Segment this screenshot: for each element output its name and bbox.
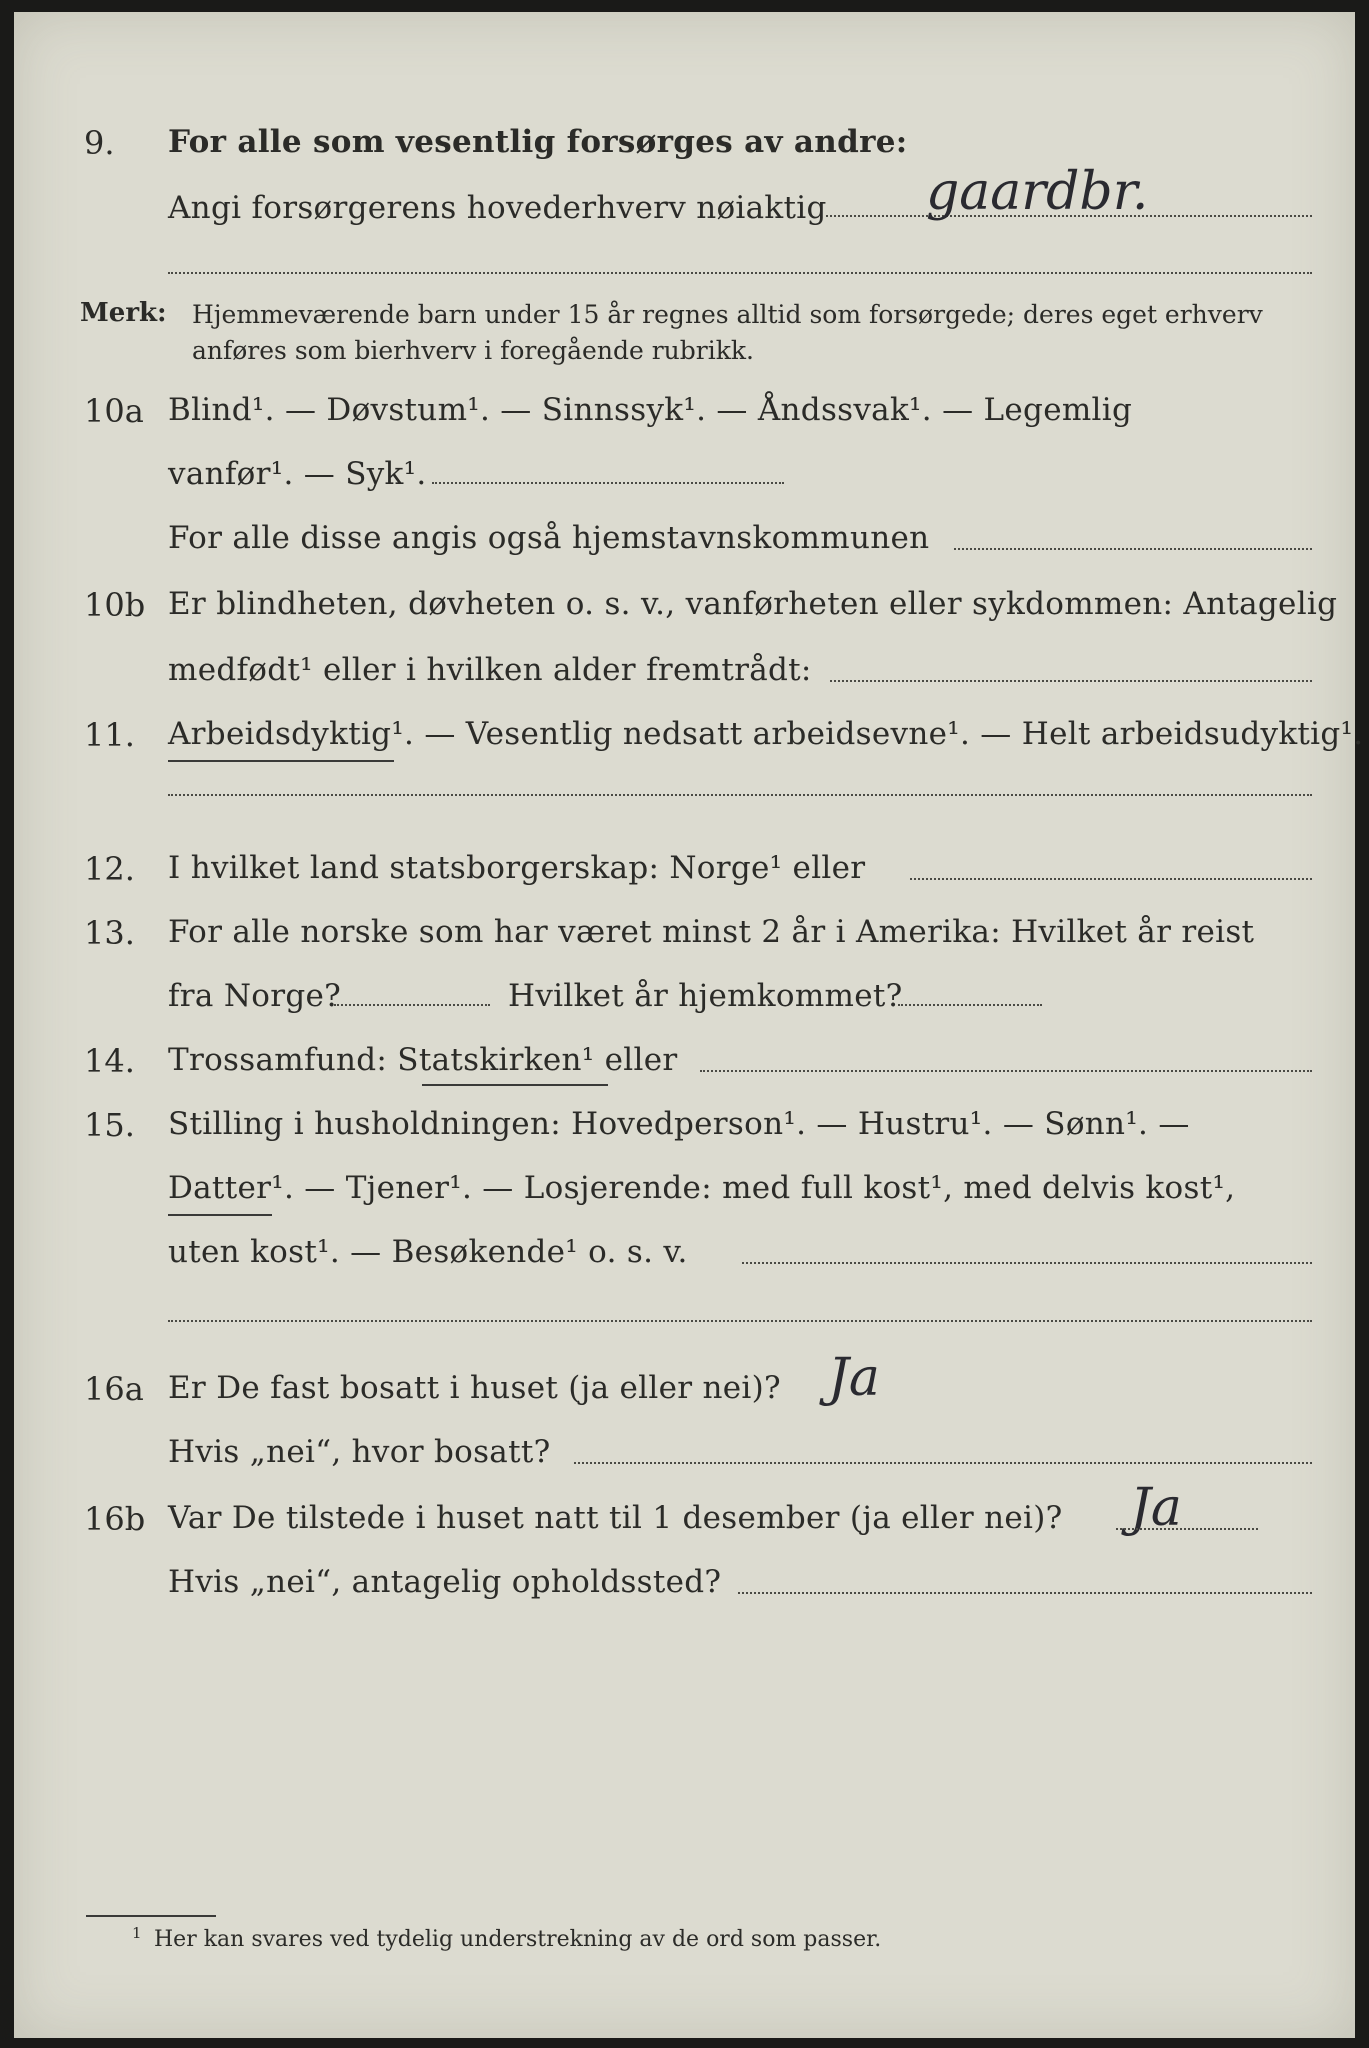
q15-line1: Stilling i husholdningen: Hovedperson¹. — Hustru¹. — Sønn¹. — [168, 1106, 1190, 1142]
merk-line2: anføres som bierhverv i foregående rubrikk. [192, 336, 754, 365]
q9-number: 9. [84, 124, 115, 162]
q11-number: 11. [84, 716, 135, 754]
q10a-number: 10a [84, 392, 144, 430]
q16a-handwritten-answer: Ja [828, 1348, 880, 1408]
q11-extra-line [168, 794, 1312, 796]
q15-number: 15. [84, 1106, 135, 1144]
merk-line1: Hjemmeværende barn under 15 år regnes alltid som forsørgede; deres eget erhverv [192, 300, 1263, 329]
q14-text: Trossamfund: Statskirken¹ eller [168, 1042, 678, 1078]
footnote-rule [86, 1915, 216, 1917]
q16b-line2: Hvis „nei“, antagelig opholdssted? [168, 1564, 722, 1600]
q13-number: 13. [84, 914, 135, 952]
census-form-page [14, 12, 1364, 2038]
footnote-mark: 1 [132, 1924, 142, 1942]
q10a-line2: vanfør¹. — Syk¹. [168, 456, 427, 492]
q11-underline-arbeidsdyktig [168, 760, 394, 762]
merk-label: Merk: [80, 298, 167, 328]
q9-line2: Angi forsørgerens hovederhverv nøiaktig [168, 190, 827, 226]
q14-answer-line [700, 1070, 1312, 1072]
q16a-bosatt-line [574, 1462, 1312, 1464]
q11-text: Arbeidsdyktig¹. — Vesentlig nedsatt arbeidsevne¹. — Helt arbeidsudyktig¹. [168, 716, 1364, 752]
q16b-answer-line [1116, 1528, 1258, 1530]
q10a-syk-line [432, 482, 784, 484]
footnote-text: Her kan svares ved tydelig understrekning av de ord som passer. [154, 1927, 882, 1952]
q16a-line2: Hvis „nei“, hvor bosatt? [168, 1434, 551, 1470]
q9-handwritten-answer: gaardbr. [926, 162, 1149, 222]
q10b-line2: medfødt¹ eller i hvilken alder fremtrådt: [168, 652, 812, 688]
q12-text: I hvilket land statsborgerskap: Norge¹ eller [168, 850, 866, 886]
q13-line2b: Hvilket år hjemkommet? [508, 978, 903, 1014]
q14-underline-statskirken [422, 1084, 608, 1086]
q15-answer-line [742, 1262, 1312, 1264]
q10a-line1: Blind¹. — Døvstum¹. — Sinnssyk¹. — Åndssvak¹. — Legemlig [168, 392, 1133, 428]
q13-line1: For alle norske som har været minst 2 år i Amerika: Hvilket år reist [168, 914, 1255, 950]
q13-reist-line [334, 1004, 490, 1006]
q16b-number: 16b [84, 1500, 146, 1538]
q16b-handwritten-answer: Ja [1130, 1478, 1182, 1538]
q12-number: 12. [84, 850, 135, 888]
q16b-opholdssted-line [738, 1592, 1312, 1594]
q9-line1: For alle som vesentlig forsørges av andre: [168, 124, 908, 160]
q15-underline-datter [168, 1214, 272, 1216]
q10a-line3: For alle disse angis også hjemstavnskommunen [168, 520, 930, 556]
q16b-line1: Var De tilstede i huset natt til 1 desember (ja eller nei)? [168, 1500, 1063, 1536]
q15-line3: uten kost¹. — Besøkende¹ o. s. v. [168, 1234, 688, 1270]
q16a-number: 16a [84, 1370, 144, 1408]
q16a-line1: Er De fast bosatt i huset (ja eller nei)? [168, 1370, 781, 1406]
q9-extra-line [168, 272, 1312, 274]
q15-extra-line [168, 1320, 1312, 1322]
q10b-answer-line [830, 680, 1312, 682]
q13-hjemkommet-line [898, 1004, 1042, 1006]
q13-line2a: fra Norge? [168, 978, 342, 1014]
q10a-hjemstavn-line [954, 548, 1312, 550]
q10b-line1: Er blindheten, døvheten o. s. v., vanførheten eller sykdommen: Antagelig [168, 586, 1338, 622]
q12-answer-line [910, 878, 1312, 880]
q14-number: 14. [84, 1042, 135, 1080]
q10b-number: 10b [84, 586, 146, 624]
q15-line2: Datter¹. — Tjener¹. — Losjerende: med full kost¹, med delvis kost¹, [168, 1170, 1236, 1206]
